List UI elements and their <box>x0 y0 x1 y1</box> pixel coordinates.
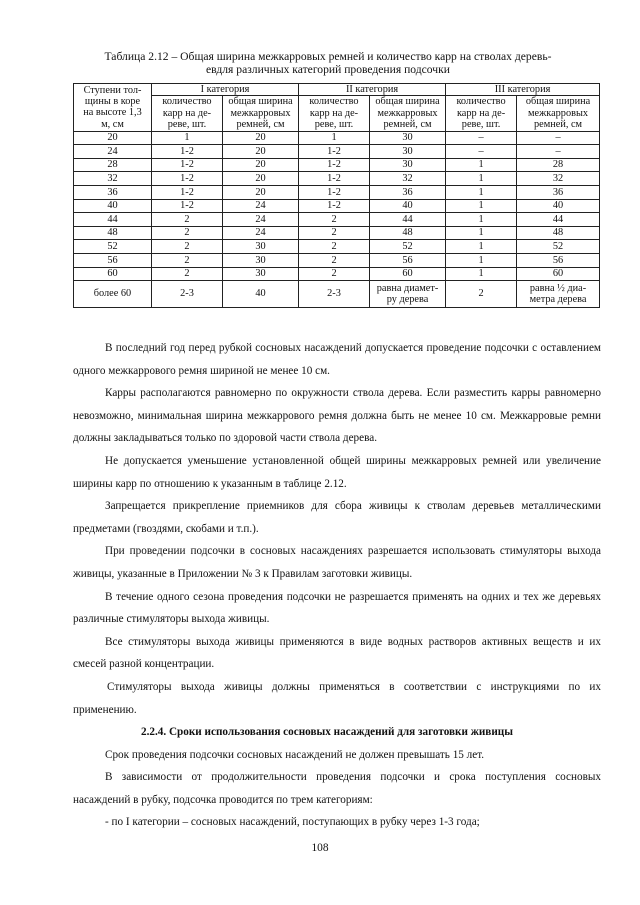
table-cell: 52 <box>370 240 446 254</box>
table-cell: 1 <box>446 240 517 254</box>
table-cell: 24 <box>223 199 299 213</box>
table-cell: 1-2 <box>299 158 370 172</box>
table-cell: 1 <box>446 226 517 240</box>
subheader-width: общая ширина межкарровых ремней, см <box>517 96 600 131</box>
table-cell: 24 <box>223 226 299 240</box>
table-cell: 30 <box>370 158 446 172</box>
paragraph: В зависимости от продолжительности проведения подсочки и срока поступления сосновых насаждений в рубку, подсочка проводится по трем категориям: <box>73 771 601 806</box>
body-text <box>73 337 601 834</box>
table-cell: 36 <box>74 186 152 200</box>
section-heading: 2.2.4. Сроки использования сосновых насаждений для заготовки живицы <box>141 726 513 739</box>
table-cell: 28 <box>74 158 152 172</box>
table-cell: 20 <box>223 158 299 172</box>
subheader-count: количество карр на де- реве, шт. <box>299 96 370 131</box>
table-row <box>74 253 600 267</box>
table-row <box>74 145 600 159</box>
table-row-last <box>74 281 600 308</box>
table-cell: равна ½ диа- метра дерева <box>517 281 600 308</box>
table-cell: равна диамет- ру дерева <box>370 281 446 308</box>
table-cell: 56 <box>370 253 446 267</box>
table-cell: 2 <box>299 240 370 254</box>
table-cell: 48 <box>370 226 446 240</box>
table-cell: 48 <box>74 226 152 240</box>
paragraph: Карры располагаются равномерно по окружности ствола дерева. Если разместить карры равномерно невозможно, минимальная ширина межкаррового ремня должна быть не менее 10 см. Межкарровые ремни должны закладываться только по здоровой части ствола дерева. <box>73 387 601 445</box>
table-cell: 1-2 <box>152 199 223 213</box>
table-cell: 60 <box>74 267 152 281</box>
table-row <box>74 186 600 200</box>
caption-line-2: евдля различных категорий проведения подсочки <box>206 63 450 76</box>
table-cell: 2 <box>152 253 223 267</box>
table-caption <box>70 50 586 76</box>
table-cell: 52 <box>74 240 152 254</box>
paragraph: В последний год перед рубкой сосновых насаждений допускается проведение подсочки с оставлением одного межкаррового ремня шириной не менее 10 см. <box>73 342 601 377</box>
table-cell: 20 <box>223 131 299 145</box>
table-cell: 1 <box>446 158 517 172</box>
table-cell: 2-3 <box>299 281 370 308</box>
table-row <box>74 199 600 213</box>
table-cell: 56 <box>517 253 600 267</box>
table-cell: 40 <box>370 199 446 213</box>
table-cell: 44 <box>517 213 600 227</box>
table-cell: 30 <box>223 253 299 267</box>
table-cell: 40 <box>517 199 600 213</box>
resin-tapping-table <box>73 83 600 308</box>
paragraph: - по I категории – сосновых насаждений, поступающих в рубку через 1-3 года; <box>105 816 480 829</box>
table-cell: 30 <box>223 267 299 281</box>
table-cell: 1 <box>446 172 517 186</box>
header-category-1: I категория <box>152 84 299 96</box>
table-cell: 20 <box>223 145 299 159</box>
table-cell: 2 <box>152 213 223 227</box>
paragraph: Запрещается прикрепление приемников для сбора живицы к стволам деревьев металлическими предметами (гвоздями, скобами и т.п.). <box>73 500 601 535</box>
table-cell: – <box>517 131 600 145</box>
table-cell: 24 <box>74 145 152 159</box>
table-cell: 40 <box>223 281 299 308</box>
table-cell: – <box>446 145 517 159</box>
table-cell: 30 <box>370 131 446 145</box>
table-cell: 32 <box>370 172 446 186</box>
table-cell: 52 <box>517 240 600 254</box>
table-cell: 24 <box>223 213 299 227</box>
page-number: 108 <box>311 842 329 854</box>
table-cell: 1-2 <box>152 186 223 200</box>
paragraph: При проведении подсочки в сосновых насаждениях разрешается использовать стимуляторы выхода живицы, указанные в Приложении № 3 к Правилам заготовки живицы. <box>73 545 601 580</box>
table-cell: 44 <box>370 213 446 227</box>
table-cell: 1-2 <box>152 145 223 159</box>
table-cell: 32 <box>517 172 600 186</box>
subheader-count: количество карр на де- реве, шт. <box>446 96 517 131</box>
table-cell: 1-2 <box>299 172 370 186</box>
table-cell: 1 <box>299 131 370 145</box>
table-cell: 1 <box>446 253 517 267</box>
table-cell: 40 <box>74 199 152 213</box>
subheader-width: общая ширина межкарровых ремней, см <box>223 96 299 131</box>
table-cell: 28 <box>517 158 600 172</box>
header-category-3: III категория <box>446 84 600 96</box>
table-row <box>74 226 600 240</box>
subheader-count: количество карр на де- реве, шт. <box>152 96 223 131</box>
table-cell: 2 <box>446 281 517 308</box>
table-cell: 1-2 <box>152 158 223 172</box>
table-cell: 30 <box>370 145 446 159</box>
table-cell: 1 <box>446 199 517 213</box>
table-cell: 20 <box>74 131 152 145</box>
table-cell: 1-2 <box>299 186 370 200</box>
table-row <box>74 213 600 227</box>
table-cell: 1-2 <box>152 172 223 186</box>
table-cell: 1 <box>446 186 517 200</box>
table-cell: 1 <box>152 131 223 145</box>
table-cell: 36 <box>370 186 446 200</box>
table-cell: 60 <box>370 267 446 281</box>
paragraph: Не допускается уменьшение установленной общей ширины межкарровых ремней или увеличение ширины карр по отношению к указанным в таблице 2.12. <box>73 454 601 490</box>
table-cell: 30 <box>223 240 299 254</box>
paragraph: В течение одного сезона проведения подсочки не разрешается применять на одних и тех же деревьях различные стимуляторы выхода живицы. <box>73 590 601 626</box>
caption-line-1: Таблица 2.12 – Общая ширина межкарровых ремней и количество карр на стволах деревь- <box>104 50 552 63</box>
table-cell: 48 <box>517 226 600 240</box>
table-cell: 32 <box>74 172 152 186</box>
table-cell: 56 <box>74 253 152 267</box>
table-cell: – <box>517 145 600 159</box>
table-cell: 1-2 <box>299 199 370 213</box>
header-category-2: II категория <box>299 84 446 96</box>
table-cell: 36 <box>517 186 600 200</box>
table-row <box>74 240 600 254</box>
table-cell: – <box>446 131 517 145</box>
table-cell: 2-3 <box>152 281 223 308</box>
table-cell: 60 <box>517 267 600 281</box>
table-cell: 2 <box>152 267 223 281</box>
table-cell: 2 <box>299 213 370 227</box>
header-stage: Ступени тол- щины в коре на высоте 1,3 м, см <box>74 84 152 132</box>
paragraph: Срок проведения подсочки сосновых насаждений не должен превышать 15 лет. <box>105 748 485 761</box>
table-row <box>74 267 600 281</box>
table-cell: 2 <box>299 253 370 267</box>
subheader-width: общая ширина межкарровых ремней, см <box>370 96 446 131</box>
table-cell: 1 <box>446 213 517 227</box>
paragraph: Все стимуляторы выхода живицы применяются в виде водных растворов активных веществ и их смесей разной концентрации. <box>73 635 601 671</box>
table-cell: 20 <box>223 186 299 200</box>
table-cell: 2 <box>152 240 223 254</box>
table-row <box>74 172 600 186</box>
table-cell: 2 <box>299 226 370 240</box>
table-row <box>74 158 600 172</box>
table-cell: 1-2 <box>299 145 370 159</box>
table-cell: 2 <box>152 226 223 240</box>
table-cell: 20 <box>223 172 299 186</box>
table-cell: 2 <box>299 267 370 281</box>
table-cell: 1 <box>446 267 517 281</box>
table-cell: более 60 <box>74 281 152 308</box>
paragraph: Стимуляторы выхода живицы должны применяться в соответствии с инструкциями по их применению. <box>73 680 601 716</box>
table-cell: 44 <box>74 213 152 227</box>
table-row <box>74 131 600 145</box>
